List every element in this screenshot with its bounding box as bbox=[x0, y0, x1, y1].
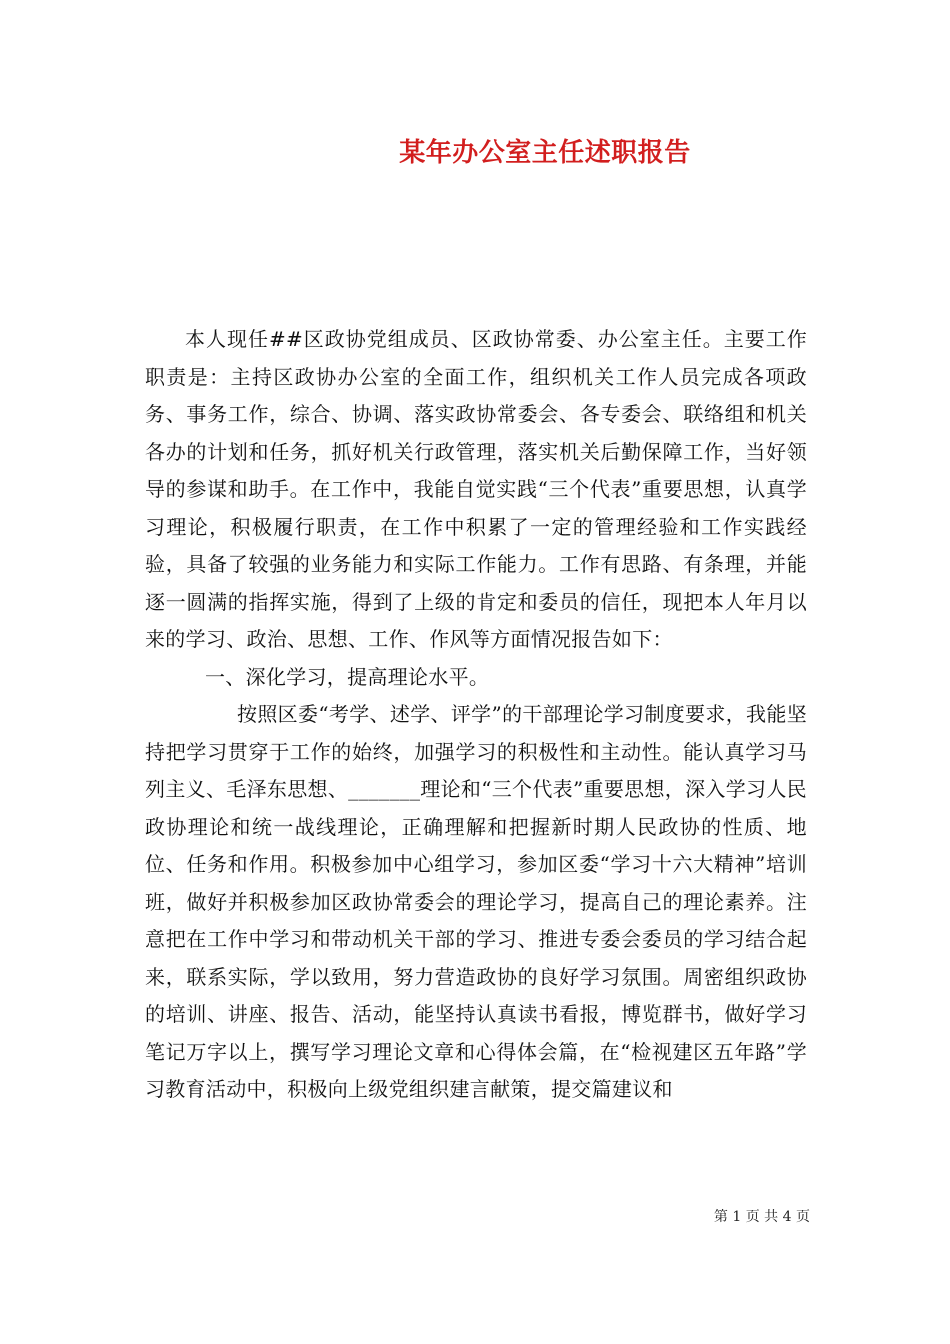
paragraph-study: 按照区委“考学、述学、评学”的干部理论学习制度要求，我能坚持把学习贯穿于工作的始终，加强学习的积极性和主动性。能认真学习马列主义、毛泽东思想、_______理论和“三个代表”重要思想，深入学习人民政协理论和统一战线理论，正确理解和把握新时期人民政协的性质、地位、任务和作用。积极参加中心组学习，参加区委“学习十六大精神”培训班，做好并积极参加区政协常委会的理论学习，提高自己的理论素养。注意把在工作中学习和带动机关干部的学习、推进专委会委员的学习结合起来，联系实际，学以致用，努力营造政协的良好学习氛围。周密组织政协的培训、讲座、报告、活动，能坚持认真读书看报，博览群书，做好学习笔记万字以上，撰写学习理论文章和心得体会篇，在“检视建区五年路”学习教育活动中，积极向上级党组织建言献策，提交篇建议和 bbox=[145, 702, 807, 1101]
document-title: 某年办公室主任述职报告 bbox=[399, 138, 691, 168]
document-body bbox=[145, 321, 807, 1109]
page-footer: 第 1 页 共 4 页 bbox=[713, 1209, 810, 1225]
paragraph-intro: 本人现任##区政协党组成员、区政协常委、办公室主任。主要工作职责是：主持区政协办公室的全面工作，组织机关工作人员完成各项政务、事务工作，综合、协调、落实政协常委会、各专委会、联络组和机关各办的计划和任务，抓好机关行政管理，落实机关后勤保障工作，当好领导的参谋和助手。在工作中，我能自觉实践“三个代表”重要思想，认真学习理论，积极履行职责，在工作中积累了一定的管理经验和工作实践经验，具备了较强的业务能力和实际工作能力。工作有思路、有条理，并能逐一圆满的指挥实施，得到了上级的肯定和委员的信任，现把本人年月以来的学习、政治、思想、工作、作风等方面情况报告如下： bbox=[145, 327, 807, 651]
section-heading-1: 一、深化学习，提高理论水平。 bbox=[205, 664, 490, 689]
